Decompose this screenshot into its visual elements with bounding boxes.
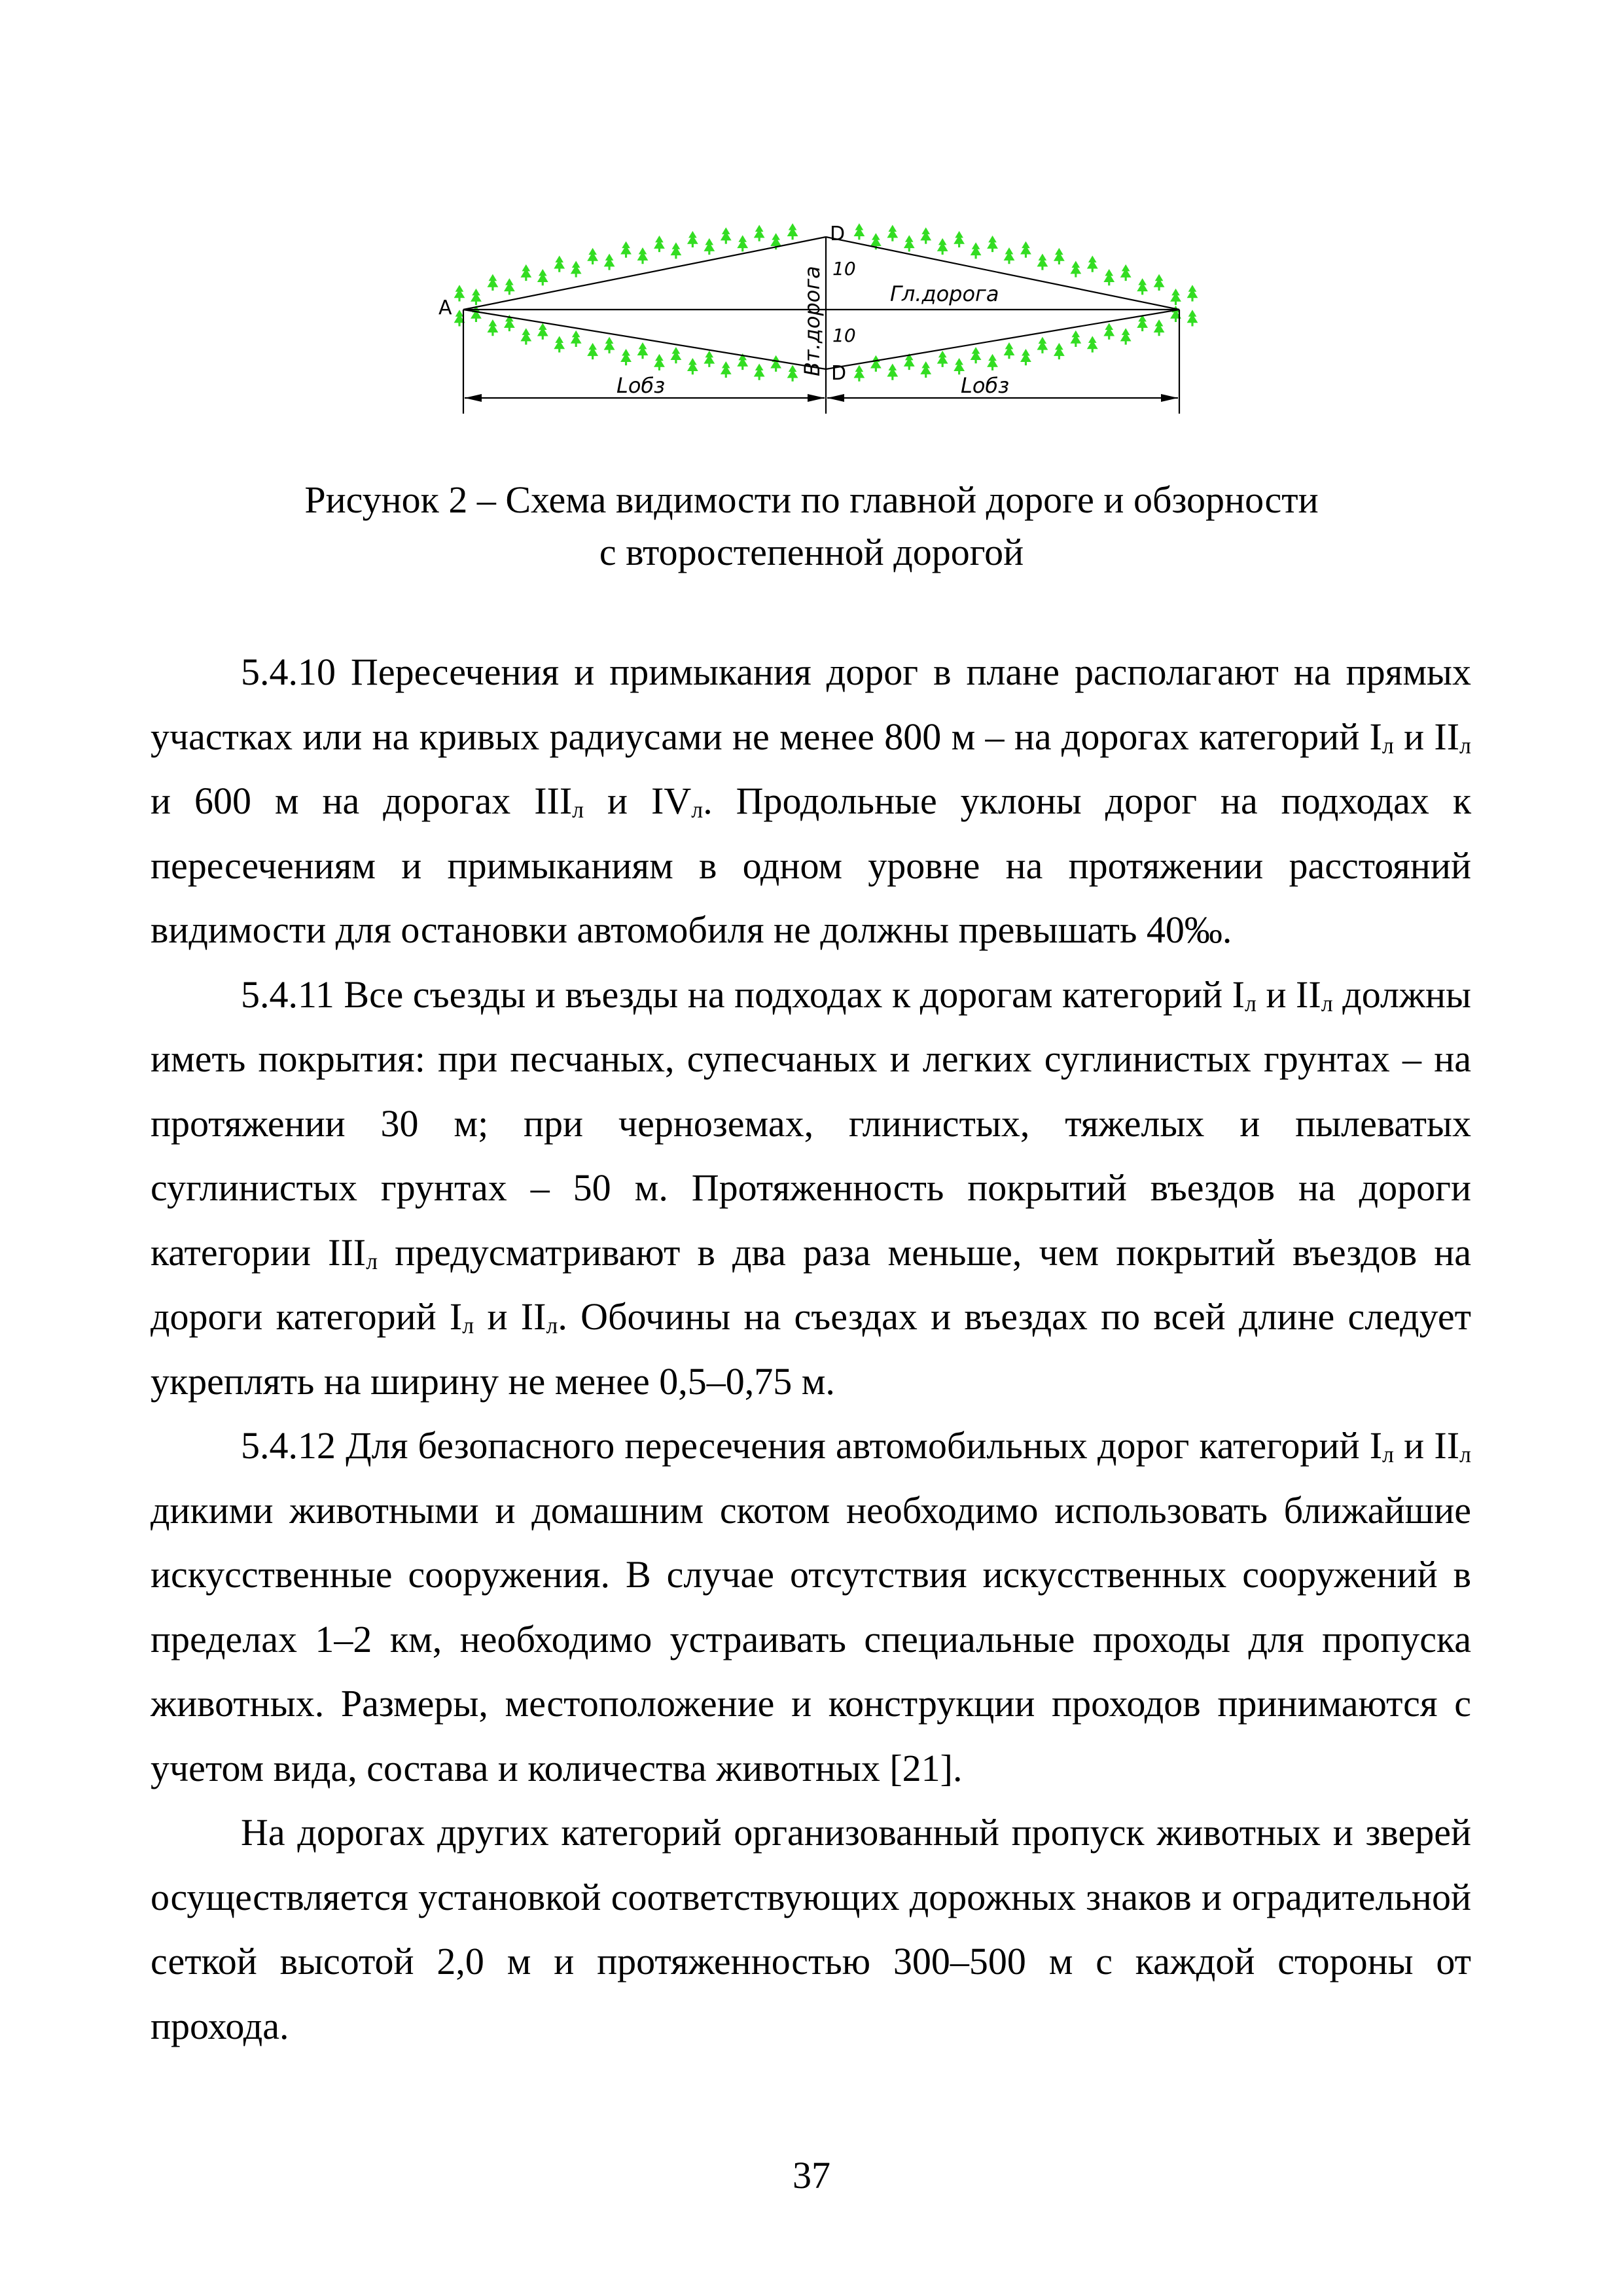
tree-icon: [1054, 248, 1065, 264]
tree-icon: [721, 227, 732, 243]
tree-icon: [754, 363, 765, 380]
page-number: 37: [793, 2154, 830, 2197]
caption-line-1: Рисунок 2 – Схема видимости по главной дороге и обзорности: [304, 478, 1319, 521]
tree-icon: [1137, 315, 1148, 331]
tree-icon: [504, 278, 515, 295]
tree-icon: [1103, 323, 1115, 340]
tree-icon: [787, 365, 798, 382]
tree-icon: [1004, 342, 1015, 359]
tree-icon: [770, 355, 781, 372]
tree-icon: [704, 351, 715, 367]
tree-icon: [1154, 319, 1165, 336]
tree-icon: [1004, 247, 1015, 264]
tree-icon: [1187, 310, 1198, 326]
sight-line-a-d-bottom: [463, 310, 826, 369]
tree-icon: [1020, 349, 1031, 365]
visibility-diagram: [419, 203, 1204, 425]
tree-icon: [620, 242, 632, 258]
tree-icon: [1137, 278, 1148, 295]
paragraph-5-4-12: 5.4.12 Для безопасного пересечения автомобильных дорог категорий $I_л$ и $II_л$ дикими животными и домашним скотом необходимо использовать ближайшие искусственные сооружения. В случае отсутствия искусственных сооружений в пределах 1–2 км, необходимо устраивать специальные проходы для пропуска животных. Размеры, местоположение и конструкции проходов принимаются с учетом вида, состава и количества животных [21].: [151, 1424, 1471, 1789]
tree-icon: [537, 323, 548, 340]
view-distance-right-label: Lобз: [961, 373, 1010, 398]
main-road-label: Гл.дорога: [890, 281, 999, 306]
tree-icon: [571, 331, 582, 347]
tree-icon: [520, 264, 531, 281]
tree-icon: [737, 235, 748, 251]
tree-icon: [671, 242, 682, 259]
tree-icon: [1120, 328, 1132, 344]
tree-icon: [471, 289, 482, 305]
paragraph-animal-passage: На дорогах других категорий организованный пропуск животных и зверей осуществляется установкой соответствующих дорожных знаков и оградительной сеткой высотой 2,0 м и протяженностью 300–500 м с каждой стороны от прохода.: [151, 1811, 1471, 2047]
tree-icon: [937, 238, 948, 255]
tree-icon: [971, 347, 982, 363]
tree-icon: [687, 358, 698, 374]
sight-line-a-d-top: [463, 237, 826, 310]
tree-icon: [904, 235, 915, 251]
tree-icon: [954, 358, 965, 374]
tree-icon: [887, 224, 898, 241]
tree-icon: [1154, 274, 1165, 291]
tree-icon: [704, 238, 715, 255]
tree-icon: [454, 285, 465, 301]
tree-icon: [654, 354, 665, 370]
point-d-top-label: D: [830, 223, 846, 245]
tree-icon: [687, 231, 698, 247]
tree-icon: [1103, 269, 1115, 285]
tree-icon: [1020, 242, 1031, 258]
tree-icon: [987, 236, 998, 252]
tree-icon: [754, 224, 765, 241]
offset-bottom-label: 10: [832, 325, 856, 346]
paragraph-5-4-11: 5.4.11 Все съезды и въезды на подходах к дорогам категорий $I_л$ и $II_л$ должны иметь покрытия: при песчаных, супесчаных и легких суглинистых грунтах – на протяжении 30 м; при черноземах, глинистых, тяжелых и пылеватых суглинистых грунтах – 50 м. Протяженность покрытий въездов на дороги категории $III_л$ предусматривают в два раза меньше, чем покрытий въездов на дороги категорий $I_л$ и $II_л$. Обочины на съездах и въездах по всей длине следует укреплять на ширину не менее 0,5–0,75 м.: [151, 973, 1472, 1403]
caption-line-2: с второстепенной дорогой: [599, 531, 1024, 573]
tree-icon: [721, 361, 732, 378]
tree-icon: [987, 354, 998, 370]
tree-icon: [1054, 343, 1065, 359]
tree-icon: [787, 223, 798, 240]
tree-icon: [637, 342, 649, 359]
tree-icon: [537, 269, 548, 285]
tree-icon: [554, 336, 565, 352]
figure-caption: [151, 474, 1472, 579]
secondary-road-label: Вт.дорога: [800, 266, 825, 376]
tree-icon: [887, 363, 898, 380]
tree-icon: [587, 248, 598, 264]
tree-icon: [637, 247, 649, 264]
tree-icon: [870, 355, 882, 372]
tree-icon: [1070, 331, 1081, 347]
tree-icon: [671, 347, 682, 363]
tree-icon: [620, 349, 632, 365]
tree-icon: [554, 256, 565, 272]
tree-icon: [937, 351, 948, 367]
point-a-label: A: [438, 296, 452, 319]
tree-icon: [971, 242, 982, 259]
tree-icon: [920, 361, 931, 378]
tree-icon: [954, 231, 965, 247]
point-d-bottom-label: D: [831, 362, 847, 385]
tree-icon: [1120, 264, 1132, 281]
visibility-diagram-svg: [419, 203, 1204, 425]
body-text: [151, 640, 1471, 2058]
tree-icon: [1087, 336, 1098, 352]
tree-icon: [854, 365, 865, 382]
tree-icon: [488, 274, 499, 291]
tree-icon: [604, 337, 615, 353]
paragraph-5-4-10: 5.4.10 Пересечения и примыкания дорог в плане располагают на прямых участках или на кривых радиусами не менее 800 м – на дорогах категорий $I_л$ и $II_л$ и 600 м на дорогах $III_л$ и $IV_л$. Продольные уклоны дорог на подходах к пересечениям и примыканиям в одном уровне на протяжении расстояний видимости для остановки автомобиля не должны превышать 40‰.: [151, 651, 1471, 951]
tree-icon: [654, 236, 665, 252]
tree-icon: [604, 253, 615, 270]
tree-icon: [587, 343, 598, 359]
tree-icon: [571, 260, 582, 277]
tree-icon: [920, 227, 931, 243]
view-distance-left-label: Lобз: [616, 373, 666, 398]
tree-icon: [1037, 253, 1048, 270]
tree-icon: [1170, 289, 1181, 305]
tree-icon: [854, 223, 865, 240]
tree-icon: [1037, 337, 1048, 353]
tree-icon: [1187, 285, 1198, 301]
tree-icon: [1070, 260, 1081, 277]
tree-icon: [520, 328, 531, 344]
tree-icon: [488, 319, 499, 336]
tree-icon: [1087, 256, 1098, 272]
offset-top-label: 10: [832, 258, 856, 279]
